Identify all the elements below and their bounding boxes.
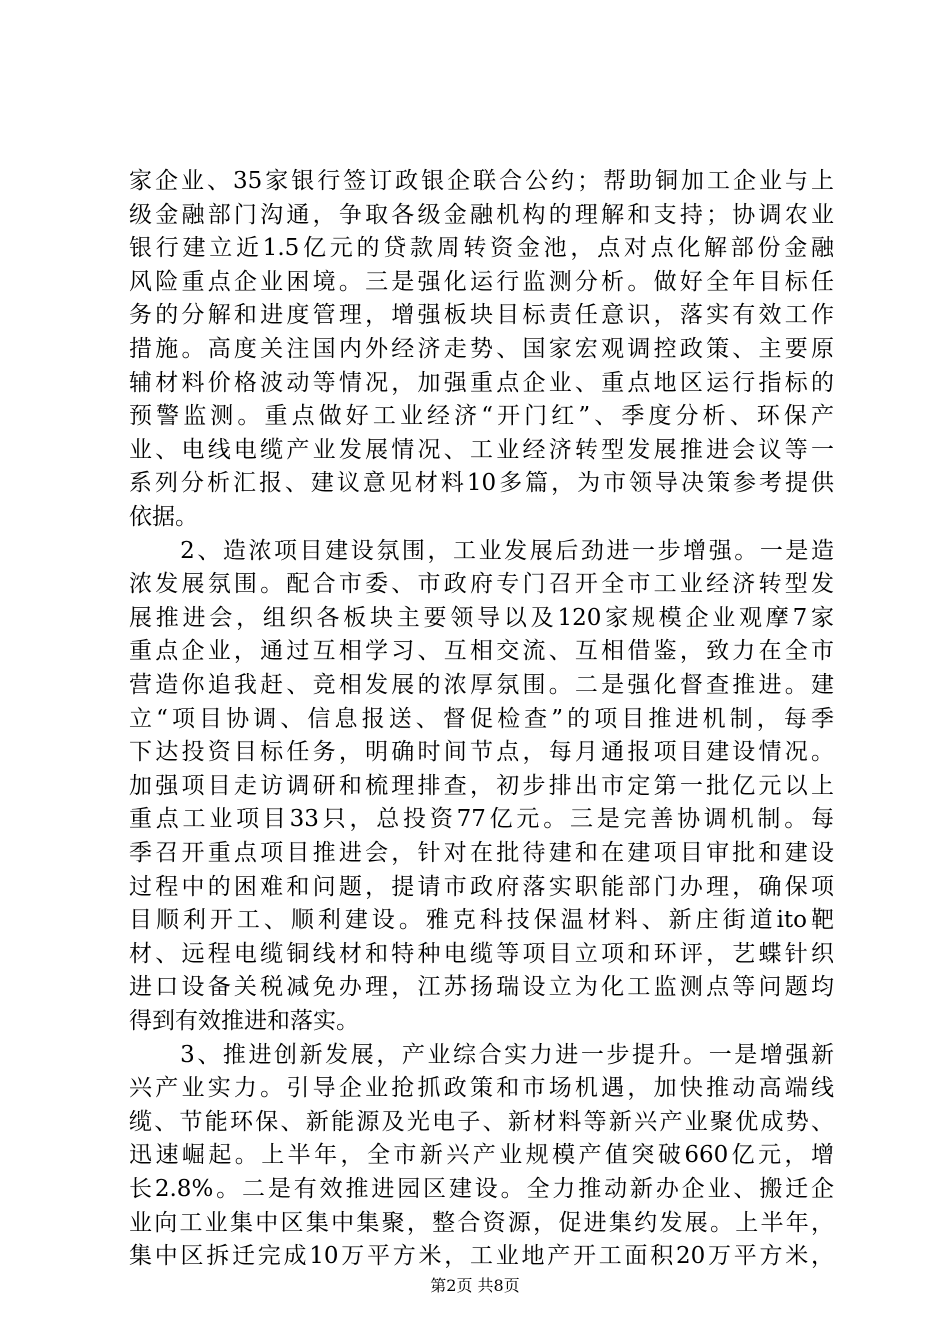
text-line: 展推进会，组织各板块主要领导以及120家规模企业观摩7家 [129, 605, 834, 631]
text-line: 缆、节能环保、新能源及光电子、新材料等新兴产业聚优成势、 [129, 1109, 834, 1135]
text-line: 3、推进创新发展，产业综合实力进一步提升。一是增强新 [129, 1042, 834, 1068]
text-line: 务的分解和进度管理，增强板块目标责任意识，落实有效工作 [129, 302, 834, 328]
text-line: 浓发展氛围。配合市委、市政府专门召开全市工业经济转型发 [129, 571, 834, 597]
text-line: 长2.8%。二是有效推进园区建设。全力推动新办企业、搬迁企 [129, 1176, 834, 1202]
text-line: 进口设备关税减免办理，江苏扬瑞设立为化工监测点等问题均 [129, 974, 834, 1000]
text-line: 级金融部门沟通，争取各级金融机构的理解和支持；协调农业 [129, 202, 834, 228]
text-line: 家企业、35家银行签订政银企联合公约；帮助铜加工企业与上 [129, 168, 834, 194]
text-line: 得到有效推进和落实。 [129, 1008, 359, 1034]
text-line: 季召开重点项目推进会，针对在批待建和在建项目审批和建设 [129, 840, 834, 866]
text-line: 立“项目协调、信息报送、督促检查”的项目推进机制，每季 [129, 706, 834, 732]
text-line: 预警监测。重点做好工业经济“开门红”、季度分析、环保产 [129, 403, 834, 429]
text-line: 业、电线电缆产业发展情况、工业经济转型发展推进会议等一 [129, 437, 834, 463]
text-line: 材、远程电缆铜线材和特种电缆等项目立项和环评，艺蝶针织 [129, 941, 834, 967]
text-line: 重点工业项目33只，总投资77亿元。三是完善协调机制。每 [129, 806, 834, 832]
text-line: 营造你追我赶、竞相发展的浓厚氛围。二是强化督查推进。建 [129, 672, 834, 698]
text-line: 银行建立近1.5亿元的贷款周转资金池，点对点化解部份金融 [129, 235, 834, 261]
text-line: 风险重点企业困境。三是强化运行监测分析。做好全年目标任 [129, 269, 834, 295]
text-line: 重点企业，通过互相学习、互相交流、互相借鉴，致力在全市 [129, 638, 834, 664]
text-line: 兴产业实力。引导企业抢抓政策和市场机遇，加快推动高端线 [129, 1075, 834, 1101]
text-line: 下达投资目标任务，明确时间节点，每月通报项目建设情况。 [129, 739, 834, 765]
text-line: 集中区拆迁完成10万平方米，工业地产开工面积20万平方米， [129, 1243, 834, 1269]
text-line: 2、造浓项目建设氛围，工业发展后劲进一步增强。一是造 [129, 538, 834, 564]
text-line: 辅材料价格波动等情况，加强重点企业、重点地区运行指标的 [129, 370, 834, 396]
text-line: 措施。高度关注国内外经济走势、国家宏观调控政策、主要原 [129, 336, 834, 362]
text-line: 依据。 [129, 504, 198, 530]
text-line: 加强项目走访调研和梳理排查，初步排出市定第一批亿元以上 [129, 773, 834, 799]
text-line: 过程中的困难和问题，提请市政府落实职能部门办理，确保项 [129, 874, 834, 900]
text-line: 业向工业集中区集中集聚，整合资源，促进集约发展。上半年， [129, 1210, 834, 1236]
text-line: 迅速崛起。上半年，全市新兴产业规模产值突破660亿元，增 [129, 1142, 834, 1168]
text-line: 目顺利开工、顺利建设。雅克科技保温材料、新庄街道ito靶 [129, 907, 834, 933]
page-footer: 第2页 共8页 [430, 1276, 520, 1295]
text-line: 系列分析汇报、建议意见材料10多篇，为市领导决策参考提供 [129, 470, 834, 496]
